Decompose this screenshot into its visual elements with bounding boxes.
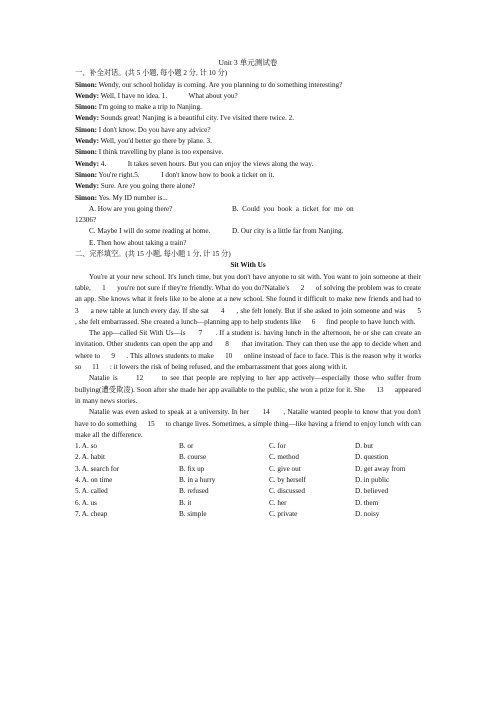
dialogue-line [75, 193, 421, 204]
option-row [75, 226, 421, 237]
choice-b: B. or [179, 442, 194, 451]
choice-d: D. in public [355, 475, 390, 484]
choice-b: B. course [179, 453, 207, 462]
choice-b: B. it [179, 498, 192, 507]
choice-b: B. in a hurry [179, 475, 216, 484]
choice-c: C. private [269, 509, 298, 518]
passage-title: Sit With Us [230, 261, 266, 270]
option-e: E. Then how about taking a train? [89, 238, 187, 247]
section-heading-cloze: 二、完形填空。(共 15 小题, 每小题 1 分, 计 15 分) [75, 250, 231, 259]
dialogue-line [75, 181, 421, 192]
choice-c: C. her [269, 498, 287, 507]
dialogue-line [75, 159, 421, 170]
option-b: B. Could you book a ticket for me on [232, 204, 354, 213]
utterance: Sure. Are you going there alone? [100, 182, 196, 191]
choice-d: D. them [355, 498, 379, 507]
speaker: Simon: [75, 193, 97, 202]
choice-c: C. discussed [269, 487, 305, 496]
utterance: Well, I have no idea. 1. What about you? [100, 91, 238, 100]
option-d: D. Our city is a little far from Nanjing. [232, 227, 344, 236]
choice-b: B. fix up [179, 464, 205, 473]
choice-a: 3. A. search for [75, 464, 120, 473]
speaker: Simon: [75, 148, 97, 157]
exam-content [75, 57, 432, 520]
dialogue-line [75, 136, 421, 147]
choice-row [75, 452, 421, 463]
dialogue [75, 80, 421, 204]
choice-c: C. give out [269, 464, 301, 473]
cloze-choices [75, 441, 421, 520]
utterance: Well, you'd better go there by plane. 3. [100, 137, 212, 146]
choice-row [75, 475, 421, 486]
choice-row [75, 441, 421, 452]
utterance: I don't know. Do you have any advice? [98, 125, 211, 134]
choice-row [75, 498, 421, 509]
choice-b: B. refused [179, 487, 209, 496]
choice-c: C. method [269, 453, 299, 462]
option-b-continued: 12306? [75, 216, 97, 225]
passage-paragraph: You're at your new school. It's lunch time, but you don't have anyone to sit with. You want to join someone at their table, 1 you're not sure if they're friendly. What do you do?Natalie's 2 of solving the problem was to create an app. She knows what it feels like to be alone at a new school. She found it difficult to make new friends and had to 3 a new table at lunch every day. If she sat 4 , she felt lonely. But if she asked to join someone and was 5 , she felt embarrassed. She created a lunch—planning app to help students like 6 find people to have lunch with. [75, 272, 432, 326]
speaker: Wendy: [75, 159, 99, 168]
choice-d: D. noisy [355, 509, 380, 518]
choice-row [75, 509, 421, 520]
dialogue-line [75, 147, 421, 158]
choice-d: D. but [355, 442, 373, 451]
dialogue-options [75, 204, 421, 249]
passage-paragraph: Natalie is 12 to see that people are replying to her app actively—especially those who suffer from bullying(遭受欺凌). Soon after she made her app available to the public, she won a prize for it. She 13 appeared in many news stories. [75, 374, 423, 405]
speaker: Wendy: [75, 182, 99, 191]
speaker: Wendy: [75, 114, 99, 123]
passage-paragraph: Natalie was even asked to speak at a university. In her 14 , Natalie wanted people to know that you don't have to do something 15 to change lives. Sometimes, a simple thing—like having a friend to enjoy lunch with can make all the difference. [75, 408, 423, 439]
speaker: Wendy: [75, 137, 99, 146]
page-title: Unit 3 单元测试卷 [218, 58, 278, 67]
utterance: Yes. My ID number is... [98, 193, 168, 202]
section-heading-dialogue: 一、补全对话。(共 5 小题, 每小题 2 分, 计 10 分) [75, 69, 228, 78]
choice-a: 1. A. so [75, 442, 97, 451]
choice-c: C. for [269, 442, 286, 451]
option-a: A. How are you going there? [89, 204, 173, 213]
dialogue-line [75, 170, 421, 181]
speaker: Wendy: [75, 91, 99, 100]
dialogue-line [75, 80, 421, 91]
choice-a: 4. A. on time [75, 475, 113, 484]
speaker: Simon: [75, 80, 97, 89]
dialogue-line [75, 102, 421, 113]
utterance: I think travelling by plane is too expensive. [98, 148, 224, 157]
choice-a: 2. A. habit [75, 453, 105, 462]
speaker: Simon: [75, 170, 97, 179]
choice-d: D. believed [355, 487, 389, 496]
choice-c: C. by herself [269, 475, 306, 484]
passage-paragraph: The app—called Sit With Us—is 7 . If a student is. having lunch in the afternoon, he or she can create an invitation. Other students can open the app and 8 that invitation. They can then use the app to decide when and where to 9 . This allows students to make 10 online instead of face to face. This is the reason why it works so 11 : it lowers the risk of being refused, and the embarrassment that goes along with it. [75, 329, 423, 372]
choice-row [75, 464, 421, 475]
choice-b: B. simple [179, 509, 207, 518]
choice-row [75, 486, 421, 497]
utterance: You're right.5. I don't know how to book a ticket on it. [98, 170, 275, 179]
utterance: Wendy, our school holiday is coming. Are you planning to do something interesting? [98, 80, 343, 89]
option-row [75, 204, 421, 215]
choice-d: D. get away from [355, 464, 406, 473]
choice-a: 7. A. cheap [75, 509, 108, 518]
dialogue-line [75, 113, 421, 124]
choice-d: D. question [355, 453, 389, 462]
speaker: Simon: [75, 103, 97, 112]
choice-a: 6. A. us [75, 498, 97, 507]
utterance: Sounds great! Nanjing is a beautiful city. I've visited there twice. 2. [100, 114, 295, 123]
dialogue-line [75, 125, 421, 136]
option-c: C. Maybe I will do some reading at home. [89, 227, 211, 236]
speaker: Simon: [75, 125, 97, 134]
utterance: I'm going to make a trip to Nanjing. [98, 103, 202, 112]
dialogue-line [75, 91, 421, 102]
choice-a: 5. A. called [75, 487, 108, 496]
utterance: 4. It takes seven hours. But you can enjoy the views along the way. [100, 159, 314, 168]
